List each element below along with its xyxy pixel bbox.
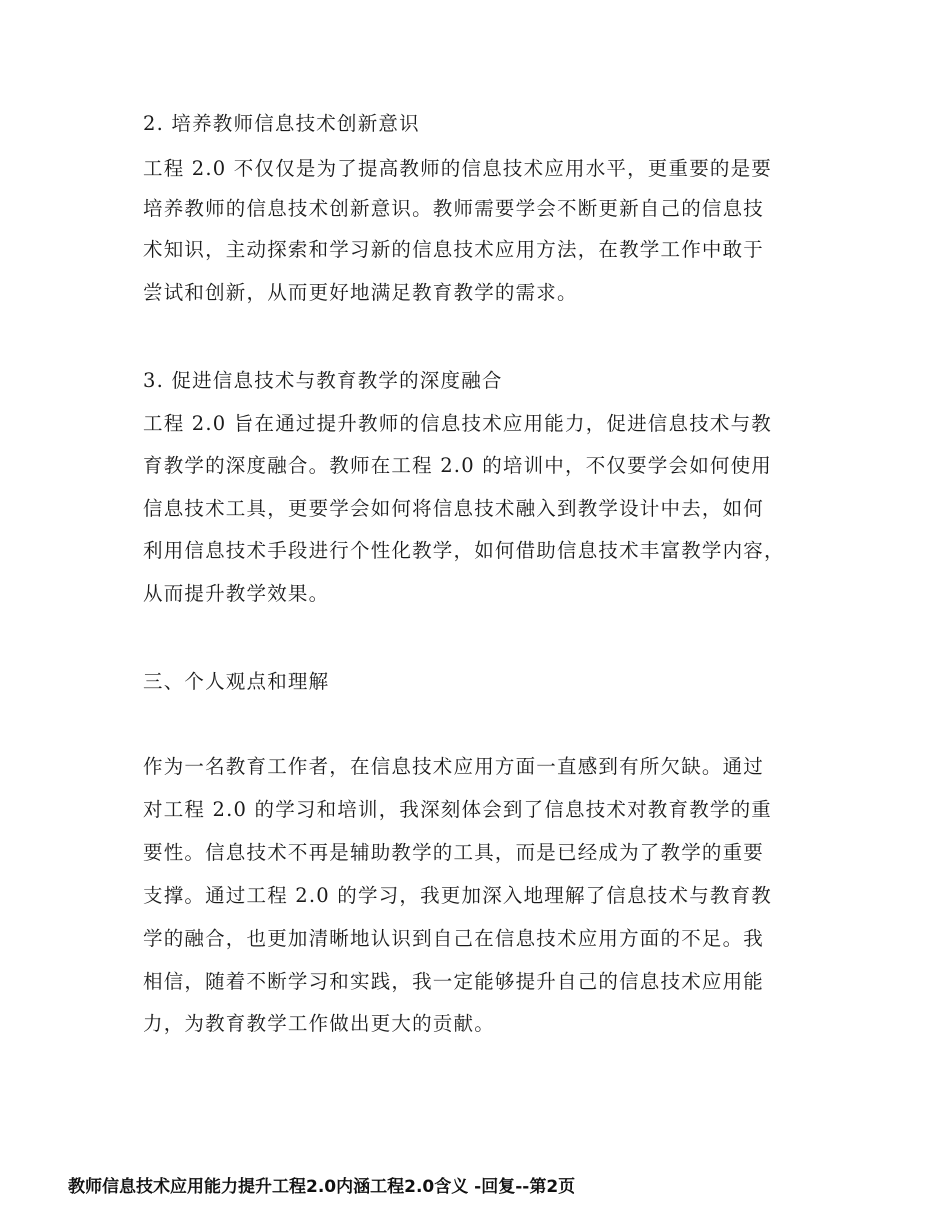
paragraph-line: 要性。信息技术不再是辅助教学的工具，而是已经成为了教学的重要 [143, 841, 765, 864]
paragraph-line: 相信，随着不断学习和实践，我一定能够提升自己的信息技术应用能 [143, 970, 765, 993]
paragraph-line: 学的融合，也更加清晰地认识到自己在信息技术应用方面的不足。我 [143, 927, 765, 950]
page-footer: 教师信息技术应用能力提升工程2.0内涵工程2.0含义 -回复--第2页 [68, 1177, 576, 1197]
paragraph-line: 工程 2.0 旨在通过提升教师的信息技术应用能力，促进信息技术与教 [143, 412, 773, 435]
paragraph-line: 对工程 2.0 的学习和培训，我深刻体会到了信息技术对教育教学的重 [143, 798, 773, 821]
paragraph-line: 作为一名教育工作者，在信息技术应用方面一直感到有所欠缺。通过 [143, 755, 765, 778]
paragraph-line: 工程 2.0 不仅仅是为了提高教师的信息技术应用水平，更重要的是要 [143, 157, 773, 180]
part-3-heading: 三、个人观点和理解 [143, 670, 330, 693]
paragraph-line: 术知识，主动探索和学习新的信息技术应用方法，在教学工作中敢于 [143, 238, 765, 261]
paragraph-line: 从而提升教学效果。 [143, 582, 330, 605]
section-2-heading: 2. 培养教师信息技术创新意识 [143, 112, 420, 135]
section-3-heading: 3. 促进信息技术与教育教学的深度融合 [143, 369, 503, 392]
paragraph-line: 培养教师的信息技术创新意识。教师需要学会不断更新自己的信息技 [143, 197, 765, 220]
paragraph-line: 支撑。通过工程 2.0 的学习，我更加深入地理解了信息技术与教育教 [143, 884, 773, 907]
paragraph-line: 育教学的深度融合。教师在工程 2.0 的培训中，不仅要学会如何使用 [143, 454, 773, 477]
paragraph-line: 力，为教育教学工作做出更大的贡献。 [143, 1012, 495, 1035]
paragraph-line: 尝试和创新，从而更好地满足教育教学的需求。 [143, 281, 578, 304]
paragraph-line: 信息技术工具，更要学会如何将信息技术融入到教学设计中去，如何 [143, 497, 765, 520]
paragraph-line: 利用信息技术手段进行个性化教学，如何借助信息技术丰富教学内容， [143, 539, 785, 562]
